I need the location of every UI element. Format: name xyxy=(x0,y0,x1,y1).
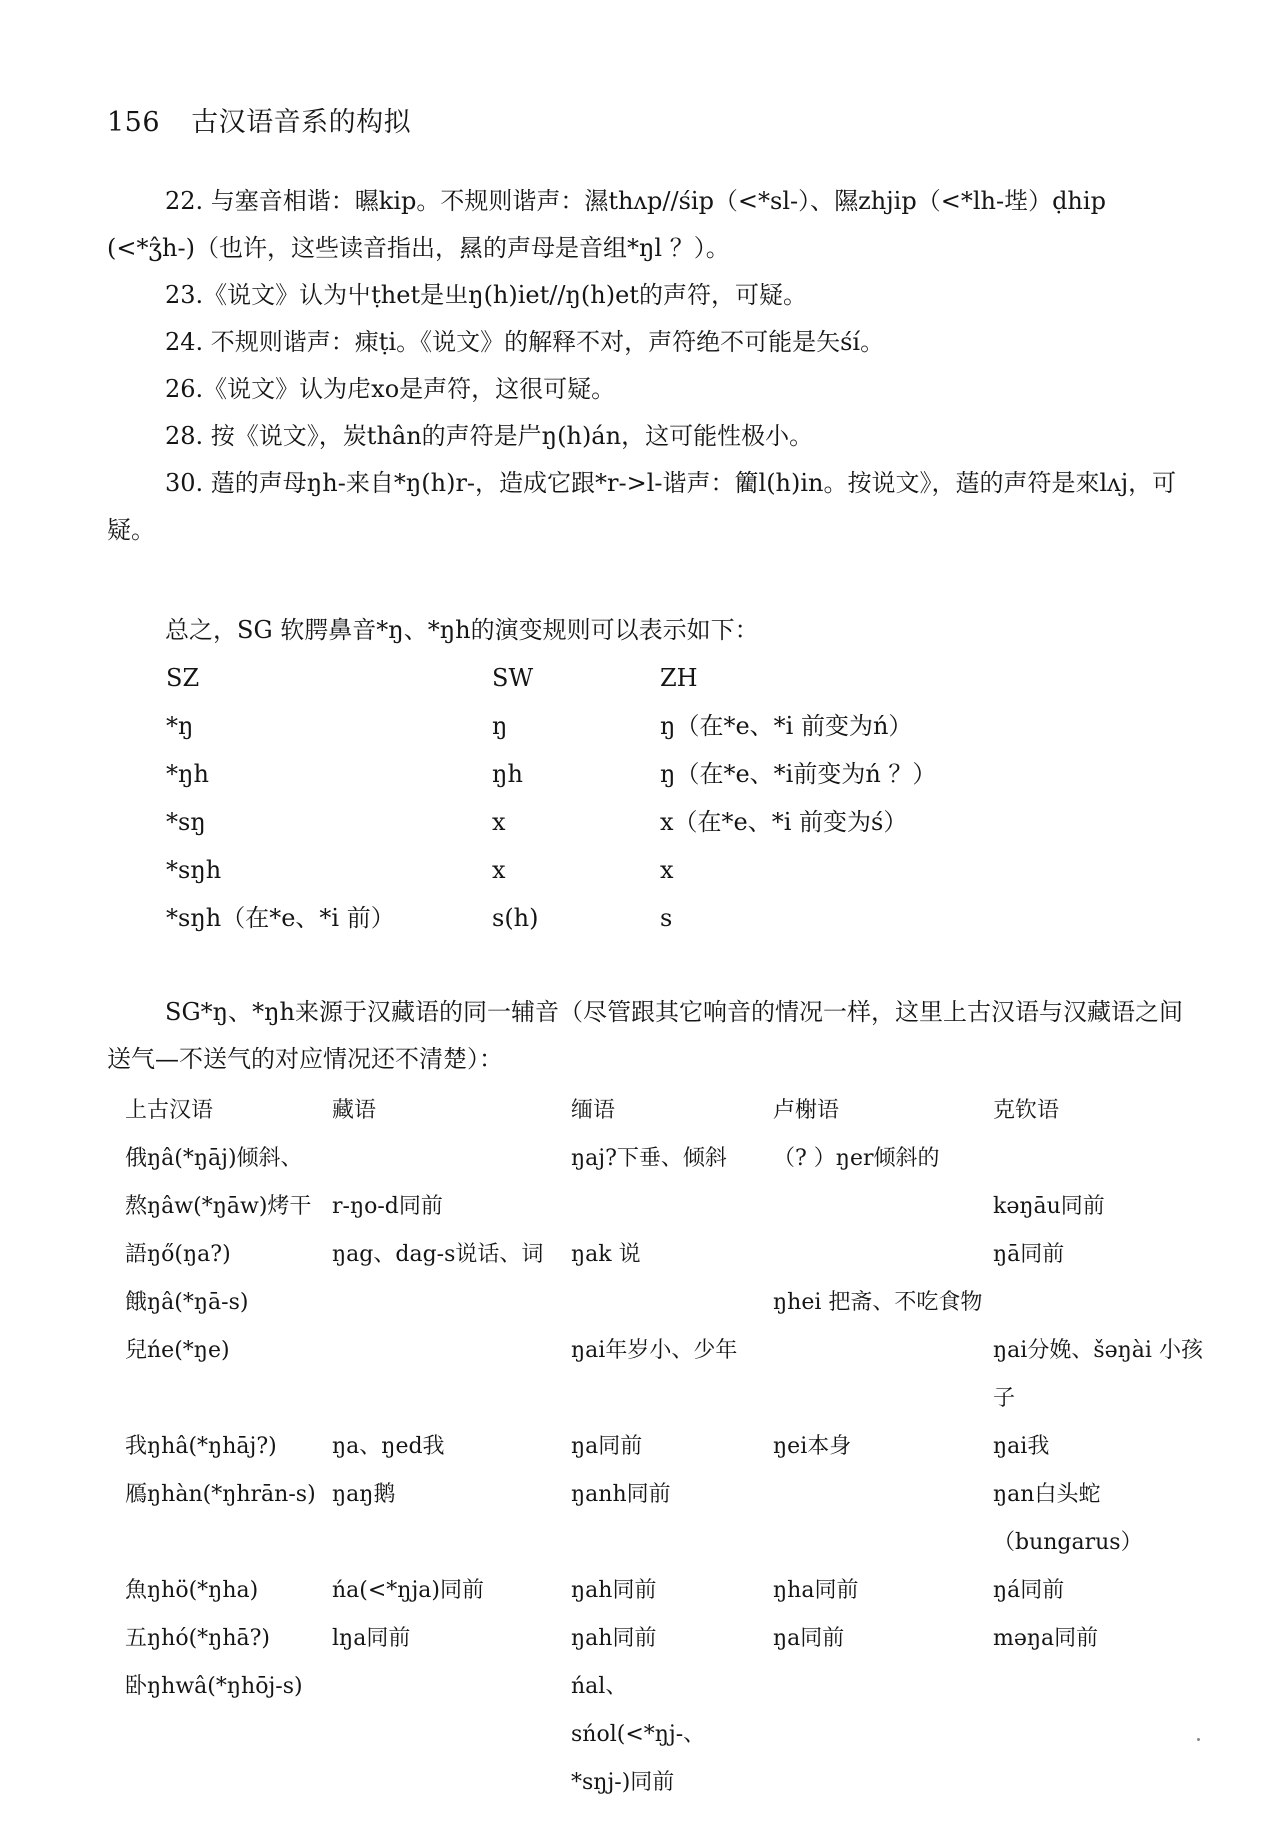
column-header: 藏语 xyxy=(332,1098,377,1123)
table-cell: *ŋh xyxy=(166,760,209,788)
table-cell: ŋak 说 xyxy=(571,1242,641,1267)
table-cell: ŋaj?下垂、倾斜 xyxy=(571,1146,727,1171)
table-cell: ŋai我 xyxy=(993,1434,1050,1459)
table-cell: 熬ŋâw(*ŋāw)烤干 xyxy=(125,1194,312,1219)
table-cell: ŋ（在*e、*i前变为ń ？） xyxy=(660,760,937,788)
table-cell: ŋan白头蛇（bungarus） xyxy=(993,1482,1143,1555)
table-cell: *sŋh xyxy=(166,856,222,884)
notes-section xyxy=(107,178,1197,554)
running-header xyxy=(107,100,411,139)
table-cell: s(h) xyxy=(492,904,539,932)
table-cell: *ŋ xyxy=(166,712,194,740)
note-26: 26.《说文》认为虍xo是声符，这很可疑。 xyxy=(165,375,616,403)
table-cell: （? ）ŋer倾斜的 xyxy=(773,1146,940,1171)
table-cell: ńa(<*ŋja)同前 xyxy=(332,1578,484,1603)
table-cell: ŋa、ŋed我 xyxy=(332,1434,445,1459)
running-title: 古汉语音系的构拟 xyxy=(191,107,412,138)
scan-speck xyxy=(1197,1738,1200,1741)
table-cell: məŋa同前 xyxy=(993,1626,1099,1651)
table-cell: s xyxy=(660,904,673,932)
table-cell: ŋhei 把斋、不吃食物 xyxy=(773,1290,983,1315)
table-cell: 兒ńe(*ŋe) xyxy=(125,1338,230,1363)
table-cell: 卧ŋhwâ(*ŋhōj-s) xyxy=(125,1674,303,1699)
page-number: 156 xyxy=(107,107,161,138)
table-cell: kəŋāu同前 xyxy=(993,1194,1105,1219)
table-cell: x xyxy=(660,856,674,884)
note-24: 24. 不规则谐声：㾊ṭi。《说文》的解释不对，声符绝不可能是矢śí。 xyxy=(165,328,885,356)
table-cell: x xyxy=(492,856,506,884)
table-cell: ńal、sńol(<*ŋj-、*sŋj-)同前 xyxy=(571,1674,706,1795)
column-header: 卢榭语 xyxy=(773,1098,840,1123)
table-cell: ŋai年岁小、少年 xyxy=(571,1338,738,1363)
note-28: 28. 按《说文》，炭thân的声符是屵ŋ(h)án，这可能性极小。 xyxy=(165,422,814,450)
table-cell: ŋanh同前 xyxy=(571,1482,671,1507)
sg-origin-paragraph: SG*ŋ、*ŋh来源于汉藏语的同一辅音（尽管跟其它响音的情况一样，这里上古汉语与汉藏语之间送气—不送气的对应情况还不清楚）： xyxy=(107,998,1183,1073)
column-header: SW xyxy=(492,664,534,692)
table-cell: ŋah同前 xyxy=(571,1626,657,1651)
table-cell: 我ŋhâ(*ŋhāj?) xyxy=(125,1434,277,1459)
note-30: 30. 䔏的声母ŋh-来自*ŋ(h)r-，造成它跟*r->l-谐声：䉮l(h)in。按说文》，䔏的声符是來lʌj，可疑。 xyxy=(107,469,1177,544)
table-cell: ŋā同前 xyxy=(993,1242,1065,1267)
table-cell: ŋah同前 xyxy=(571,1578,657,1603)
table-cell: ŋei本身 xyxy=(773,1434,852,1459)
table-cell: ŋaŋ鹅 xyxy=(332,1482,396,1507)
table-cell: 魚ŋhö(*ŋha) xyxy=(125,1578,259,1603)
table-cell: ŋ（在*e、*i 前变为ń） xyxy=(660,712,913,740)
table-cell: 語ŋő(ŋa?) xyxy=(125,1242,231,1267)
column-header: SZ xyxy=(166,664,200,692)
table-cell: 餓ŋâ(*ŋā-s) xyxy=(125,1290,249,1315)
table-cell: ŋag、dag-s说话、词 xyxy=(332,1242,544,1267)
table-cell: x xyxy=(492,808,506,836)
table-cell: ŋa同前 xyxy=(571,1434,643,1459)
table-cell: ŋa同前 xyxy=(773,1626,845,1651)
column-header: 上古汉语 xyxy=(125,1098,214,1123)
table-cell: 五ŋhó(*ŋhā?) xyxy=(125,1626,270,1651)
table-cell: ŋ xyxy=(492,712,508,740)
table-cell: x（在*e、*i 前变为ś） xyxy=(660,808,908,836)
table-cell: ŋai分娩、šəŋài 小孩子 xyxy=(993,1338,1203,1411)
summary-intro: 总之，SG 软腭鼻音*ŋ、*ŋh的演变规则可以表示如下： xyxy=(165,616,759,644)
table-cell: 俄ŋâ(*ŋāj)倾斜、 xyxy=(125,1146,303,1171)
table-cell: ŋh xyxy=(492,760,523,788)
column-header: 克钦语 xyxy=(993,1098,1060,1123)
table-cell: ŋha同前 xyxy=(773,1578,859,1603)
note-23: 23.《说文》认为屮ṭhet是㞢ŋ(h)iet//ŋ(h)et的声符，可疑。 xyxy=(165,281,807,309)
table-cell: *sŋh（在*e、*i 前） xyxy=(166,904,395,932)
table-cell: ŋá同前 xyxy=(993,1578,1065,1603)
table-cell: lŋa同前 xyxy=(332,1626,411,1651)
column-header: 缅语 xyxy=(571,1098,616,1123)
note-22: 22. 与塞音相谐：㬤kip。不规则谐声：濕thʌp//śip（<*sl-）、隰zhjip（<*lh-㙄）ḍhip (<*ʒ̂h-)（也许，这些读音指出，㬎的声母是音组*ŋl ？）。 xyxy=(107,187,1106,262)
table-cell: 鴈ŋhàn(*ŋhrān-s) xyxy=(125,1482,316,1507)
table-cell: *sŋ xyxy=(166,808,206,836)
column-header: ZH xyxy=(660,664,698,692)
table-cell: r-ŋo-d同前 xyxy=(332,1194,443,1219)
